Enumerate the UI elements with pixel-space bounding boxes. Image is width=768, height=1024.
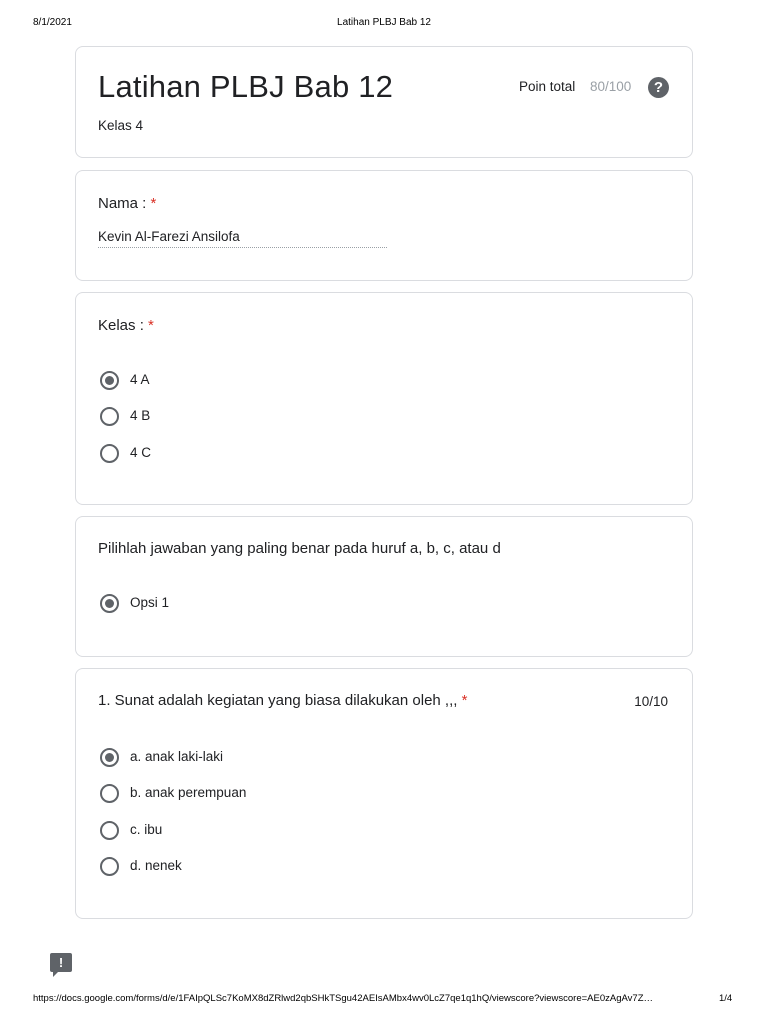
radio-unchecked-icon[interactable]	[100, 784, 119, 803]
option-kelas-4a[interactable]	[98, 370, 658, 392]
question-card-instruction	[75, 516, 693, 657]
question-label: Kelas :	[98, 317, 149, 334]
question-score: 10/10	[634, 694, 668, 709]
radio-checked-icon[interactable]	[100, 748, 119, 767]
option-label: b. anak perempuan	[130, 785, 247, 800]
option-label: c. ibu	[130, 822, 163, 837]
option-q1-a[interactable]	[98, 747, 658, 769]
required-asterisk: *	[150, 195, 157, 212]
option-q1-d[interactable]	[98, 856, 658, 878]
print-footer	[0, 993, 768, 1007]
question-title-nama	[98, 195, 156, 212]
print-header	[0, 17, 768, 31]
radio-unchecked-icon[interactable]	[100, 444, 119, 463]
radio-checked-icon[interactable]	[100, 371, 119, 390]
option-q1-c[interactable]	[98, 820, 658, 842]
option-label: 4 C	[130, 445, 152, 460]
print-doc-title: Latihan PLBJ Bab 12	[337, 17, 431, 28]
option-label: a. anak laki-laki	[130, 749, 224, 764]
print-page-number: 1/4	[719, 993, 733, 1004]
question-label: 1. Sunat adalah kegiatan yang biasa dilakukan oleh ,,,	[98, 692, 462, 709]
total-points-value: 80/100	[590, 79, 632, 94]
question-title-instruction: Pilihlah jawaban yang paling benar pada huruf a, b, c, atau d	[98, 540, 501, 557]
option-label: 4 A	[130, 372, 150, 387]
question-title-kelas	[98, 317, 154, 334]
radio-unchecked-icon[interactable]	[100, 857, 119, 876]
report-feedback-icon[interactable]	[50, 953, 72, 972]
question-card-1	[75, 668, 693, 919]
print-url: https://docs.google.com/forms/d/e/1FAIpQLSc7KoMX8dZRlwd2qbSHkTSgu42AEIsAMbx4wv0LcZ7qe1q1hQ/viewscore?viewscore=AE0zAgAv7Z…	[33, 993, 654, 1004]
question-label: Nama :	[98, 195, 151, 212]
question-title-1	[98, 692, 467, 709]
option-kelas-4b[interactable]	[98, 406, 658, 428]
radio-unchecked-icon[interactable]	[100, 407, 119, 426]
total-points-label: Poin total	[519, 79, 576, 94]
option-opsi-1[interactable]	[98, 593, 658, 615]
option-label: d. nenek	[130, 858, 182, 873]
form-description: Kelas 4	[98, 118, 144, 133]
option-q1-b[interactable]	[98, 783, 658, 805]
print-date: 8/1/2021	[33, 17, 72, 28]
required-asterisk: *	[148, 317, 154, 334]
form-header-card	[75, 46, 693, 158]
answer-underline	[98, 247, 387, 248]
radio-unchecked-icon[interactable]	[100, 821, 119, 840]
option-label: 4 B	[130, 408, 151, 423]
question-card-nama	[75, 170, 693, 281]
help-icon[interactable]: ?	[648, 77, 669, 98]
text-answer-nama: Kevin Al-Farezi Ansilofa	[98, 229, 240, 244]
question-card-kelas	[75, 292, 693, 505]
option-kelas-4c[interactable]	[98, 443, 658, 465]
form-title: Latihan PLBJ Bab 12	[98, 69, 394, 104]
required-asterisk: *	[461, 692, 468, 709]
feedback-glyph: !	[58, 955, 64, 970]
radio-checked-icon[interactable]	[100, 594, 119, 613]
option-label: Opsi 1	[130, 595, 170, 610]
